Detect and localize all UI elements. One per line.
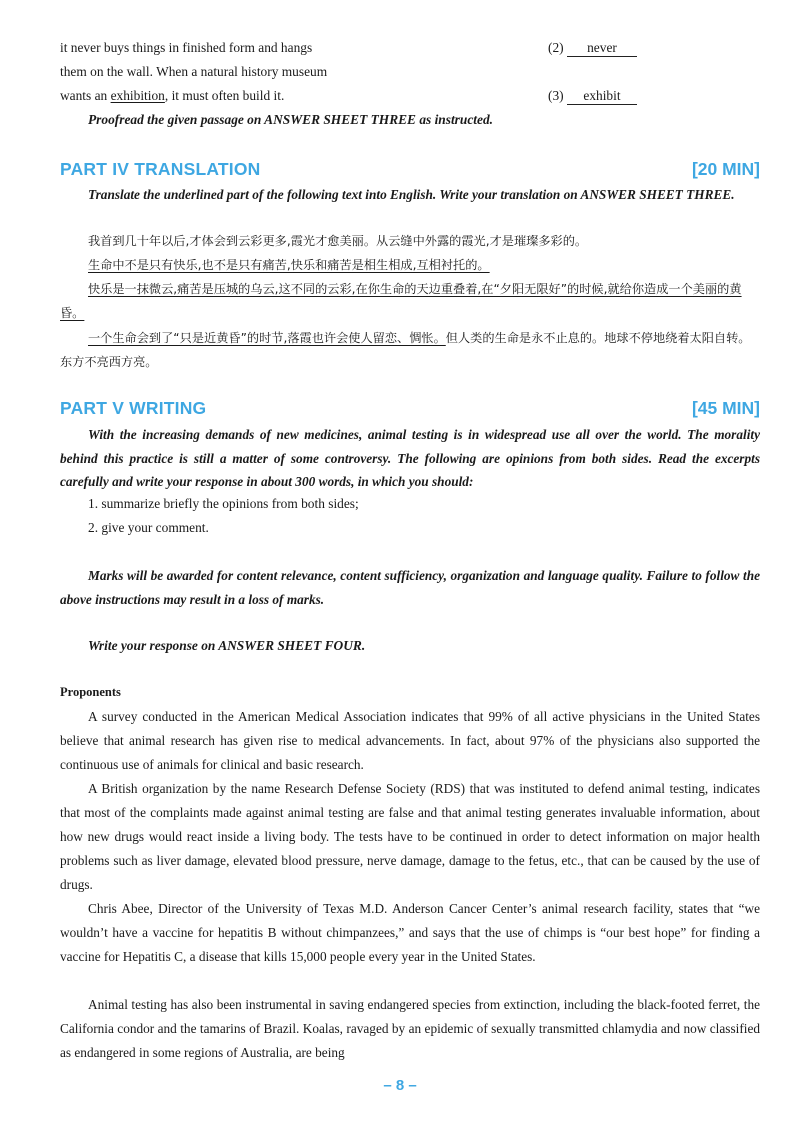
proofread-text: wants an — [60, 88, 111, 103]
underlined-text: 快乐是一抹微云,痛苦是压城的乌云,这不同的云彩,在你生命的天边重叠着,在“夕阳无限好”的时候,就给你造成一个美丽的黄昏。 — [60, 282, 742, 320]
cn-paragraph-1: 我首到几十年以后,才体会到云彩更多,霞光才愈美丽。从云缝中外露的霞光,才是璀璨多彩的。 — [88, 234, 588, 248]
part-4-title: PART IV TRANSLATION — [60, 159, 261, 179]
cn-paragraph-4 — [60, 327, 762, 374]
part-5-title: PART V WRITING — [60, 398, 207, 418]
answer-3 — [548, 88, 637, 105]
answer-value: exhibit — [567, 88, 637, 105]
proofread-line-3 — [60, 88, 284, 104]
cn-paragraph-3 — [60, 278, 762, 325]
answer-2 — [548, 40, 637, 57]
part-5-time: [45 MIN] — [691, 398, 760, 418]
underlined-text: 一个生命会到了“只是近黄昏”的时节,落霞也许会使人留恋、惆怅。 — [88, 331, 446, 345]
part-4-time: [20 MIN] — [691, 159, 760, 179]
proponents-paragraph-2: A British organization by the name Research Defense Society (RDS) that was instituted to defend animal testing, indicates that most of the complaints made against animal testing are false and that animal testing generates invaluable information, about how new drugs would react inside a living body. The tests have to be continued in order to detect information on major health problems such as liver damage, elevated blood pressure, nerve damage, damage to the fetus, etc., that can be caused by the use of drugs. — [60, 781, 760, 892]
part-4-instruction: Translate the underlined part of the following text into English. Write your translation on ANSWER SHEET THREE. — [88, 187, 735, 202]
proponents-heading: Proponents — [60, 685, 121, 699]
marked-word: never — [70, 40, 101, 55]
proofread-line-2: them on the wall. When a natural history museum — [60, 64, 328, 79]
underlined-text: 生命中不是只有快乐,也不是只有痛苦,快乐和痛苦是相生相成,互相衬托的。 — [88, 258, 490, 272]
marks-note: Marks will be awarded for content relevance, content sufficiency, organization and language quality. Failure to follow the above instructions may result in a loss of marks. — [60, 568, 760, 607]
underlined-word: exhibition — [110, 88, 165, 103]
plain-text: 但人类的生命是永不止息的。地球不停地绕着太阳自转。东方不亮西方亮。 — [60, 331, 751, 369]
answer-number: (3) — [548, 88, 564, 103]
proponents-paragraph-1: A survey conducted in the American Medical Association indicates that 99% of all active physicians in the United States believe that animal research has given rise to medical advancements. In fact, about 97% of the physicians also supported the continuous use of animals for clinical and basic research. — [60, 709, 760, 772]
proponents-paragraph-4: Animal testing has also been instrumental in saving endangered species from extinction, including the black-footed ferret, the California condor and the tamarins of Brazil. Koalas, ravaged by an epidemic of sexually transmitted chlamydia and now classified as endangered in some regions of Australia, are being — [60, 997, 760, 1060]
proofread-line-1 — [60, 40, 312, 56]
proofread-text: it — [60, 40, 71, 55]
answer-number: (2) — [548, 40, 564, 55]
proofread-text: buys things in finished form and hangs — [100, 40, 313, 55]
write-on-instruction: Write your response on ANSWER SHEET FOUR. — [88, 638, 366, 653]
answer-value: never — [567, 40, 637, 57]
cn-paragraph-2 — [60, 254, 762, 278]
proofread-text: , it must often build it. — [164, 88, 285, 103]
part-5-instruction: With the increasing demands of new medicines, animal testing is in widespread use all over the world. The morality behind this practice is still a matter of some controversy. The following are opinions from both sides. Read the excerpts carefully and write your response in about 300 words, in which you should: — [60, 427, 760, 489]
proponents-paragraph-3: Chris Abee, Director of the University of Texas M.D. Anderson Cancer Center’s animal research facility, states that “we wouldn’t have a vaccine for hepatitis B without chimpanzees,” and says that the use of chimps is “our best hope” for finding a vaccine for Hepatitis C, a disease that kills 15,000 people every year in the United States. — [60, 901, 760, 964]
proofread-instruction: Proofread the given passage on ANSWER SHEET THREE as instructed. — [88, 112, 493, 127]
page-number: – 8 – — [383, 1077, 417, 1094]
task-item-2: 2. give your comment. — [88, 520, 209, 535]
task-item-1: 1. summarize briefly the opinions from both sides; — [88, 496, 359, 511]
